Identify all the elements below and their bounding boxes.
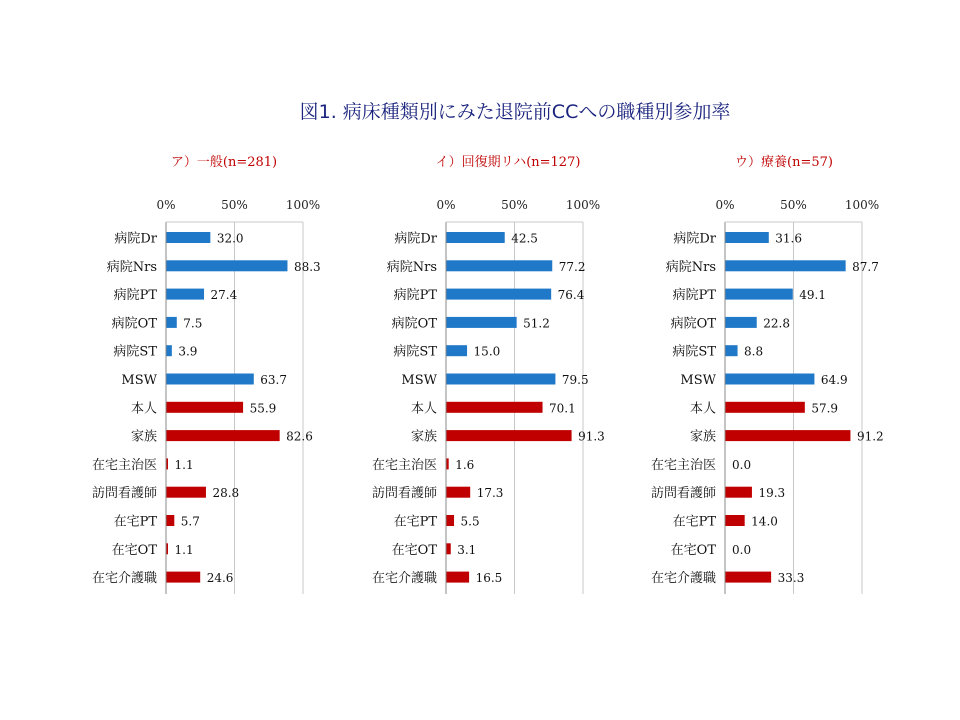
panel-title: ア）一般(n=281) xyxy=(170,155,278,170)
data-label: 42.5 xyxy=(511,231,538,246)
x-tick-label: 50% xyxy=(221,198,248,212)
category-label: 病院Dr xyxy=(114,231,157,247)
x-tick-label: 100% xyxy=(285,198,321,212)
data-label: 33.3 xyxy=(777,571,805,586)
data-label: 91.2 xyxy=(856,429,884,444)
data-label: 3.9 xyxy=(178,344,198,359)
data-label: 63.7 xyxy=(260,373,287,387)
bar xyxy=(447,515,455,526)
category-label: 病院ST xyxy=(393,344,437,360)
data-label: 3.1 xyxy=(457,542,477,557)
category-label: 在宅介護職 xyxy=(371,571,437,587)
bar xyxy=(726,374,815,385)
category-label: 在宅PT xyxy=(672,514,716,530)
category-label: MSW xyxy=(121,373,157,388)
bar-chart-panel-3 xyxy=(651,155,884,594)
x-tick-label: 100% xyxy=(844,198,880,212)
x-tick-label: 100% xyxy=(565,198,601,212)
category-label: 本人 xyxy=(689,401,716,417)
category-label: 訪問看護師 xyxy=(371,486,437,502)
data-label: 5.7 xyxy=(180,514,200,529)
bar xyxy=(726,430,851,441)
bar xyxy=(167,289,205,300)
data-label: 7.5 xyxy=(183,316,203,331)
bar xyxy=(447,458,449,469)
category-label: 在宅OT xyxy=(111,542,157,558)
data-label: 5.5 xyxy=(460,514,480,529)
category-label: 在宅主治医 xyxy=(91,457,157,473)
data-label: 49.1 xyxy=(799,288,826,303)
chart-main-title-text: 図1. 病床種類別にみた退院前CCへの職種別参加率 xyxy=(299,101,731,123)
bar xyxy=(167,317,177,328)
category-label: 病院Nrs xyxy=(665,259,716,275)
bar xyxy=(167,430,280,441)
x-tick-label: 0% xyxy=(436,198,456,212)
data-label: 79.5 xyxy=(561,373,589,387)
bar xyxy=(447,345,468,356)
data-label: 19.3 xyxy=(758,486,786,501)
data-label: 28.8 xyxy=(212,486,240,501)
bar xyxy=(447,289,552,300)
bar xyxy=(726,515,745,526)
category-label: 訪問看護師 xyxy=(650,486,716,502)
category-label: MSW xyxy=(401,373,437,388)
bar xyxy=(726,572,772,583)
category-label: 在宅PT xyxy=(113,514,157,530)
data-label: 1.6 xyxy=(455,457,475,472)
data-label: 1.1 xyxy=(174,457,194,472)
bar xyxy=(167,572,201,583)
category-label: 病院ST xyxy=(672,344,716,360)
bar xyxy=(447,402,543,413)
category-label: 病院PT xyxy=(672,288,716,304)
category-label: 病院Dr xyxy=(673,231,716,247)
panel-title: ウ）療養(n=57) xyxy=(735,155,833,170)
data-label: 91.3 xyxy=(578,429,605,444)
category-label: 在宅主治医 xyxy=(650,457,716,473)
bar xyxy=(447,374,556,385)
data-label: 88.3 xyxy=(293,259,321,274)
data-label: 77.2 xyxy=(558,259,586,274)
bar xyxy=(447,317,517,328)
category-label: 在宅PT xyxy=(393,514,437,530)
category-label: 家族 xyxy=(410,429,437,445)
category-label: 病院Nrs xyxy=(386,259,437,275)
bar xyxy=(167,487,206,498)
bar xyxy=(167,543,169,554)
category-label: 家族 xyxy=(689,429,716,445)
bar-chart-panel-1 xyxy=(92,155,321,594)
category-label: 病院OT xyxy=(391,316,437,332)
x-tick-label: 50% xyxy=(501,198,528,212)
data-label: 0.0 xyxy=(732,457,752,472)
category-label: 在宅介護職 xyxy=(91,571,157,587)
bar xyxy=(167,402,244,413)
data-label: 14.0 xyxy=(751,514,778,529)
bar xyxy=(167,232,211,243)
bar xyxy=(726,232,769,243)
x-tick-label: 0% xyxy=(715,198,735,212)
data-label: 8.8 xyxy=(744,344,764,359)
bar xyxy=(726,402,805,413)
bar xyxy=(167,374,254,385)
data-label: 57.9 xyxy=(811,401,839,416)
bar xyxy=(167,515,175,526)
category-label: 病院PT xyxy=(113,288,157,304)
data-label: 17.3 xyxy=(476,486,504,501)
panel-title: イ）回復期リハ(n=127) xyxy=(435,155,581,170)
data-label: 87.7 xyxy=(852,259,879,274)
category-label: 訪問看護師 xyxy=(91,486,157,502)
category-label: 病院ST xyxy=(113,344,157,360)
category-label: 本人 xyxy=(410,401,437,417)
data-label: 51.2 xyxy=(523,316,550,331)
bar xyxy=(726,487,752,498)
data-label: 24.6 xyxy=(206,571,234,586)
category-label: 本人 xyxy=(130,401,157,417)
bar xyxy=(447,487,471,498)
data-label: 22.8 xyxy=(763,316,790,331)
bar xyxy=(167,260,288,271)
category-label: 在宅主治医 xyxy=(371,457,437,473)
data-label: 0.0 xyxy=(732,542,752,557)
bar xyxy=(726,317,757,328)
category-label: 家族 xyxy=(130,429,157,445)
data-label: 55.9 xyxy=(249,401,277,416)
category-label: MSW xyxy=(680,373,716,388)
data-label: 70.1 xyxy=(549,401,576,416)
bar-chart-panel-2 xyxy=(372,155,605,594)
bar xyxy=(447,543,451,554)
bar xyxy=(726,260,846,271)
bar xyxy=(726,289,793,300)
data-label: 32.0 xyxy=(216,231,244,246)
data-label: 27.4 xyxy=(210,288,238,303)
data-label: 16.5 xyxy=(475,571,503,586)
data-label: 1.1 xyxy=(174,542,194,557)
bar xyxy=(167,458,169,469)
data-label: 64.9 xyxy=(820,373,848,387)
bar xyxy=(447,430,572,441)
bar xyxy=(447,232,505,243)
category-label: 病院Nrs xyxy=(106,259,157,275)
data-label: 82.6 xyxy=(286,429,313,444)
x-tick-label: 0% xyxy=(156,198,176,212)
bar xyxy=(447,260,553,271)
category-label: 在宅OT xyxy=(670,542,716,558)
bar xyxy=(167,345,172,356)
category-label: 病院OT xyxy=(111,316,157,332)
data-label: 31.6 xyxy=(775,231,803,246)
category-label: 病院Dr xyxy=(394,231,437,247)
category-label: 在宅介護職 xyxy=(650,571,716,587)
category-label: 病院PT xyxy=(393,288,437,304)
bar xyxy=(726,345,738,356)
category-label: 病院OT xyxy=(670,316,716,332)
data-label: 76.4 xyxy=(557,288,585,303)
category-label: 在宅OT xyxy=(391,542,437,558)
bar xyxy=(447,572,470,583)
x-tick-label: 50% xyxy=(780,198,807,212)
data-label: 15.0 xyxy=(473,344,501,359)
